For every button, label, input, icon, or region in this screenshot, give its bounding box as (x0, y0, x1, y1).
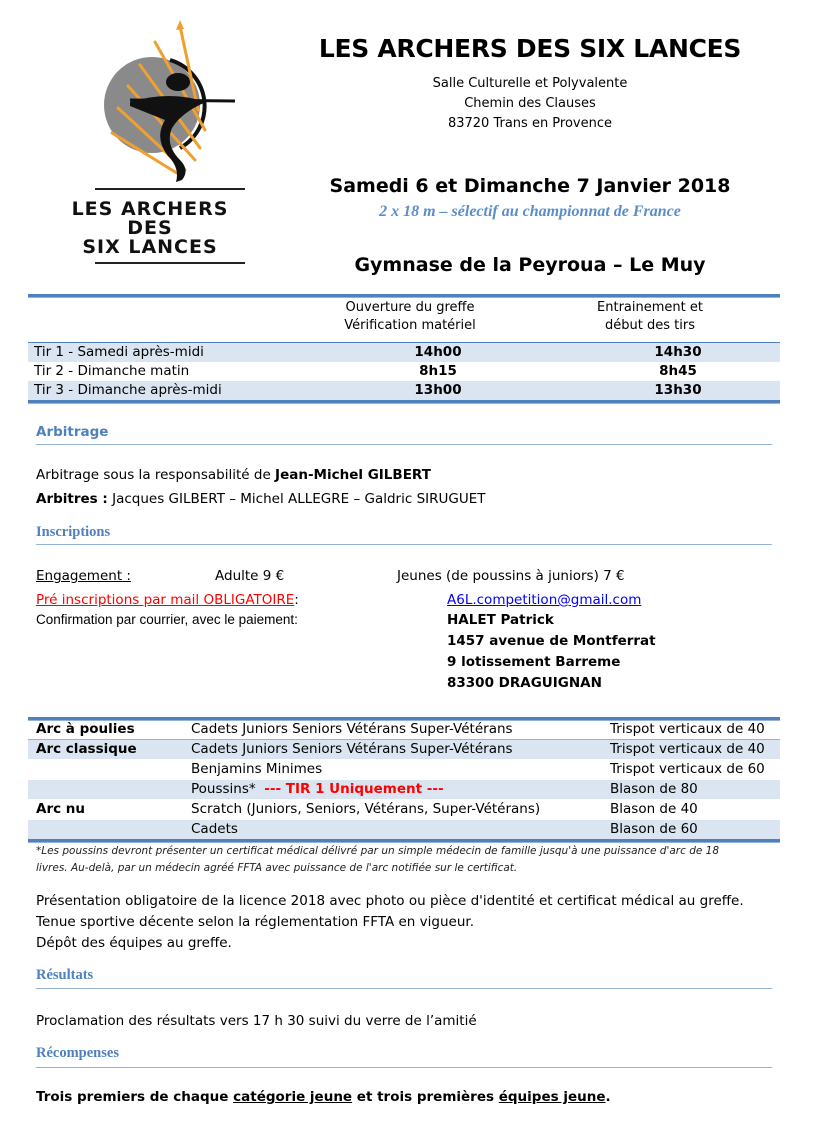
address-line: Salle Culturelle et Polyvalente (432, 76, 628, 91)
category-arc: Arc à poulies (36, 721, 135, 737)
schedule-row (28, 343, 780, 362)
schedule-table-top-border (28, 294, 780, 298)
category-name: Cadets (191, 821, 238, 837)
schedule-header-tirs (550, 300, 750, 333)
category-row (28, 820, 780, 839)
category-blason: Trispot verticaux de 40 (610, 741, 765, 757)
arbitres-line (36, 491, 486, 507)
section-rule (36, 444, 772, 445)
category-name (191, 780, 444, 799)
address-line: 83720 Trans en Provence (447, 116, 613, 131)
recompenses-categorie-jeune: catégorie jeune (233, 1089, 353, 1105)
contact-line: 83300 DRAGUIGNAN (447, 675, 602, 691)
club-logo (30, 20, 270, 270)
event-venue: Gymnase de la Peyroua – Le Muy (354, 254, 706, 276)
section-rule (36, 988, 772, 989)
resultats-text: Proclamation des résultats vers 17 h 30 suivi du verre de l’amitié (36, 1013, 477, 1029)
logo-rule-bottom (95, 262, 245, 264)
arbitrage-resp-name: Jean-Michel GILBERT (275, 467, 431, 483)
schedule-row (28, 362, 780, 381)
arbitres-list: Jacques GILBERT – Michel ALLEGRE – Galdric SIRUGUET (107, 491, 486, 507)
category-blason: Trispot verticaux de 60 (610, 761, 765, 777)
header-line: début des tirs (605, 318, 695, 333)
category-arc: Arc nu (36, 801, 86, 817)
schedule-tirs-time: 14h30 (654, 344, 702, 360)
arbitrage-responsible (36, 467, 431, 483)
category-arc: Arc classique (36, 741, 137, 757)
schedule-row-label: Tir 2 - Dimanche matin (34, 363, 190, 379)
rule-line: Présentation obligatoire de la licence 2018 avec photo ou pièce d'identité et certificat médical au greffe. (36, 893, 744, 909)
logo-text-line2: DES (127, 217, 173, 239)
recompenses-part: et trois premières (352, 1089, 499, 1105)
arbitres-label: Arbitres : (36, 491, 108, 507)
category-name-text: Poussins* (191, 781, 256, 797)
rule-line: Tenue sportive décente selon la réglementation FFTA en vigueur. (36, 914, 474, 930)
schedule-row-label: Tir 3 - Dimanche après-midi (34, 382, 222, 398)
section-heading-inscriptions: Inscriptions (36, 524, 111, 540)
email-link[interactable]: A6L.competition@gmail.com (447, 592, 642, 608)
rule-line: Dépôt des équipes au greffe. (36, 935, 232, 951)
contact-line: 1457 avenue de Montferrat (447, 633, 656, 649)
fee-adulte: Adulte 9 € (215, 568, 285, 584)
event-date: Samedi 6 et Dimanche 7 Janvier 2018 (329, 175, 731, 197)
schedule-row-label: Tir 1 - Samedi après-midi (34, 344, 204, 360)
address-line: Chemin des Clauses (464, 96, 596, 111)
recompenses-text (36, 1089, 611, 1105)
section-rule (36, 1067, 772, 1068)
contact-line: 9 lotissement Barreme (447, 654, 621, 670)
category-row (28, 760, 780, 779)
schedule-header-greffe (310, 300, 510, 333)
category-name: Scratch (Juniors, Seniors, Vétérans, Super-Vétérans) (191, 801, 541, 817)
logo-text-line3: SIX LANCES (82, 236, 218, 258)
fee-jeunes: Jeunes (de poussins à juniors) 7 € (397, 568, 625, 584)
tir1-only-note: --- TIR 1 Uniquement --- (264, 781, 444, 797)
schedule-greffe-time: 8h15 (419, 363, 457, 379)
pre-inscription-label: Pré inscriptions par mail OBLIGATOIRE (36, 592, 295, 608)
engagement-label: Engagement : (36, 568, 131, 584)
logo-text-line1: LES ARCHERS (71, 198, 229, 220)
pre-inscription-line (36, 592, 299, 608)
category-name: Cadets Juniors Seniors Vétérans Super-Vétérans (191, 721, 513, 737)
section-heading-recompenses: Récompenses (36, 1045, 119, 1061)
archer-emblem-icon (30, 20, 270, 190)
schedule-tirs-time: 8h45 (659, 363, 697, 379)
header-line: Ouverture du greffe (345, 300, 475, 315)
section-heading-arbitrage: Arbitrage (36, 424, 109, 440)
schedule-tirs-time: 13h30 (654, 382, 702, 398)
schedule-table-bottom-border (28, 400, 780, 404)
recompenses-part: Trois premiers de chaque (36, 1089, 234, 1105)
poussins-footnote (36, 843, 776, 877)
category-row (28, 740, 780, 759)
section-rule (36, 544, 772, 545)
arbitrage-resp-prefix: Arbitrage sous la responsabilité de (36, 467, 276, 483)
category-blason: Trispot verticaux de 40 (610, 721, 765, 737)
category-blason: Blason de 40 (610, 801, 698, 817)
schedule-greffe-time: 14h00 (414, 344, 462, 360)
category-blason: Blason de 80 (610, 781, 698, 797)
club-title: LES ARCHERS DES SIX LANCES (318, 34, 742, 63)
category-row (28, 720, 780, 739)
header-line: Vérification matériel (344, 318, 476, 333)
confirmation-label: Confirmation par courrier, avec le paiement: (36, 612, 298, 627)
schedule-row (28, 381, 780, 400)
schedule-greffe-time: 13h00 (414, 382, 462, 398)
category-row (28, 800, 780, 819)
category-row (28, 780, 780, 799)
category-blason: Blason de 60 (610, 821, 698, 837)
recompenses-part: . (605, 1089, 611, 1105)
event-subtitle: 2 x 18 m – sélectif au championnat de France (379, 203, 681, 220)
logo-rule-top (95, 188, 245, 190)
contact-line: HALET Patrick (447, 612, 554, 628)
recompenses-equipes-jeune: équipes jeune (498, 1089, 606, 1105)
category-name: Benjamins Minimes (191, 761, 323, 777)
header-line: Entrainement et (597, 300, 703, 315)
pre-inscription-colon: : (294, 592, 299, 608)
footnote-line: *Les poussins devront présenter un certificat médical délivré par un simple médecin de famille jusqu'à une puissance d'arc de 18 (36, 845, 720, 857)
section-heading-resultats: Résultats (36, 967, 94, 983)
category-name: Cadets Juniors Seniors Vétérans Super-Vétérans (191, 741, 513, 757)
footnote-line: livres. Au-delà, par un médecin agréé FFTA avec puissance de l'arc notifiée sur le certificat. (36, 862, 518, 874)
